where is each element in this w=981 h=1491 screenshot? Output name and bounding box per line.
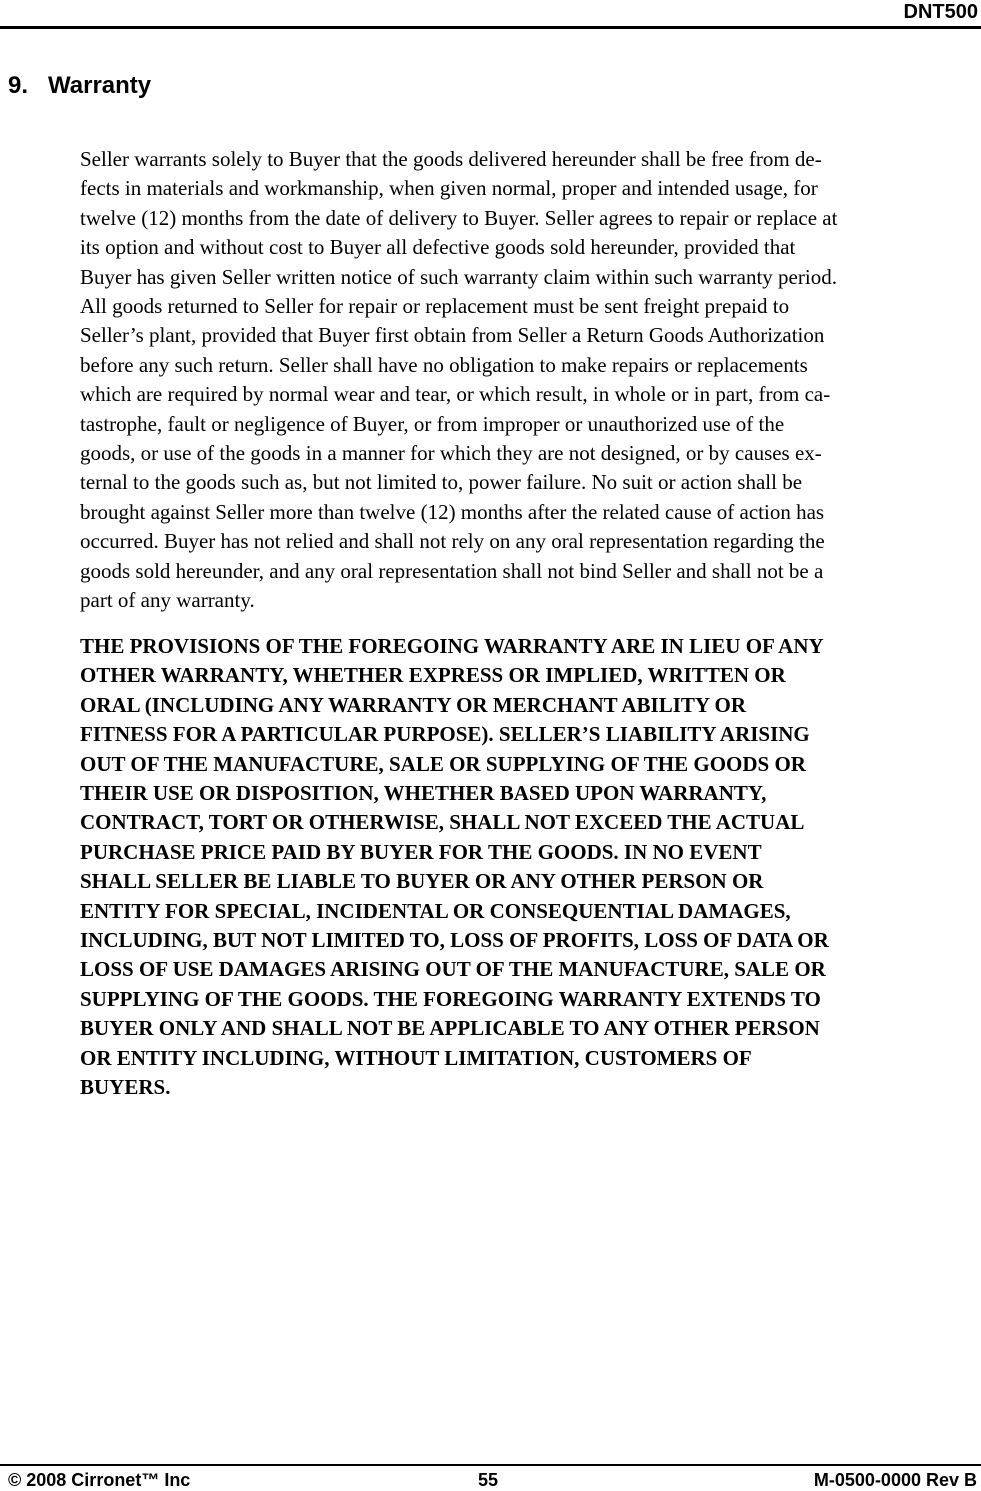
warranty-line: fects in materials and workmanship, when given normal, proper and intended usage, for <box>80 176 818 201</box>
warranty-line: before any such return. Seller shall have no obligation to make repairs or replacements <box>80 352 808 377</box>
warranty-line: tastrophe, fault or negligence of Buyer, or from improper or unauthorized use of the <box>80 411 785 436</box>
warranty-line: occurred. Buyer has not relied and shall not rely on any oral representation regarding the <box>80 529 825 554</box>
warranty-line: goods sold hereunder, and any oral representation shall not bind Seller and shall not be a <box>80 558 824 583</box>
warranty-line: Buyer has given Seller written notice of such warranty claim within such warranty period. <box>80 264 837 289</box>
document-header-title: DNT500 <box>903 1 978 23</box>
warranty-line: brought against Seller more than twelve (12) months after the related cause of action has <box>80 499 825 524</box>
disclaimer-line: OR ENTITY INCLUDING, WITHOUT LIMITATION, CUSTOMERS OF <box>80 1045 752 1070</box>
disclaimer-line: SUPPLYING OF THE GOODS. THE FOREGOING WARRANTY EXTENDS TO <box>80 986 821 1011</box>
disclaimer-line: LOSS OF USE DAMAGES ARISING OUT OF THE MANUFACTURE, SALE OR <box>80 957 826 982</box>
disclaimer-line: ENTITY FOR SPECIAL, INCIDENTAL OR CONSEQUENTIAL DAMAGES, <box>80 898 791 923</box>
warranty-paragraph <box>80 145 981 616</box>
disclaimer-line: ORAL (INCLUDING ANY WARRANTY OR MERCHANT ABILITY OR <box>80 692 747 717</box>
footer-divider <box>0 1464 981 1466</box>
section-title: Warranty <box>48 72 152 99</box>
footer-page-number: 55 <box>478 1470 499 1490</box>
disclaimer-line: CONTRACT, TORT OR OTHERWISE, SHALL NOT EXCEED THE ACTUAL <box>80 810 805 835</box>
warranty-line: part of any warranty. <box>80 588 255 613</box>
footer-copyright: © 2008 Cirronet™ Inc <box>8 1470 191 1490</box>
disclaimer-line: FITNESS FOR A PARTICULAR PURPOSE). SELLER’S LIABILITY ARISING <box>80 722 810 747</box>
warranty-line: ternal to the goods such as, but not limited to, power failure. No suit or action shall be <box>80 470 803 495</box>
header-divider <box>0 26 981 29</box>
warranty-line: Seller’s plant, provided that Buyer first obtain from Seller a Return Goods Authorization <box>80 323 825 348</box>
warranty-line: goods, or use of the goods in a manner for which they are not designed, or by causes ex- <box>80 441 822 466</box>
disclaimer-line: SHALL SELLER BE LIABLE TO BUYER OR ANY OTHER PERSON OR <box>80 869 764 894</box>
footer-document-id: M-0500-0000 Rev B <box>813 1470 977 1490</box>
warranty-line: All goods returned to Seller for repair or replacement must be sent freight prepaid to <box>80 294 790 319</box>
disclaimer-line: PURCHASE PRICE PAID BY BUYER FOR THE GOODS. IN NO EVENT <box>80 839 762 864</box>
warranty-line: which are required by normal wear and tear, or which result, in whole or in part, from ca- <box>80 382 831 407</box>
disclaimer-line: THEIR USE OR DISPOSITION, WHETHER BASED UPON WARRANTY, <box>80 781 767 806</box>
disclaimer-line: OUT OF THE MANUFACTURE, SALE OR SUPPLYING OF THE GOODS OR <box>80 751 806 776</box>
section-heading <box>8 70 151 102</box>
disclaimer-line: INCLUDING, BUT NOT LIMITED TO, LOSS OF PROFITS, LOSS OF DATA OR <box>80 928 829 953</box>
warranty-line: twelve (12) months from the date of delivery to Buyer. Seller agrees to repair or replace at <box>80 205 838 230</box>
disclaimer-line: BUYERS. <box>80 1075 171 1100</box>
disclaimer-line: OTHER WARRANTY, WHETHER EXPRESS OR IMPLIED, WRITTEN OR <box>80 663 786 688</box>
disclaimer-line: THE PROVISIONS OF THE FOREGOING WARRANTY ARE IN LIEU OF ANY <box>80 634 824 658</box>
warranty-line: Seller warrants solely to Buyer that the goods delivered hereunder shall be free from de- <box>80 147 822 171</box>
disclaimer-paragraph <box>80 632 981 1103</box>
section-number: 9. <box>8 72 29 99</box>
warranty-line: its option and without cost to Buyer all defective goods sold hereunder, provided that <box>80 235 796 260</box>
disclaimer-line: BUYER ONLY AND SHALL NOT BE APPLICABLE TO ANY OTHER PERSON <box>80 1016 820 1041</box>
